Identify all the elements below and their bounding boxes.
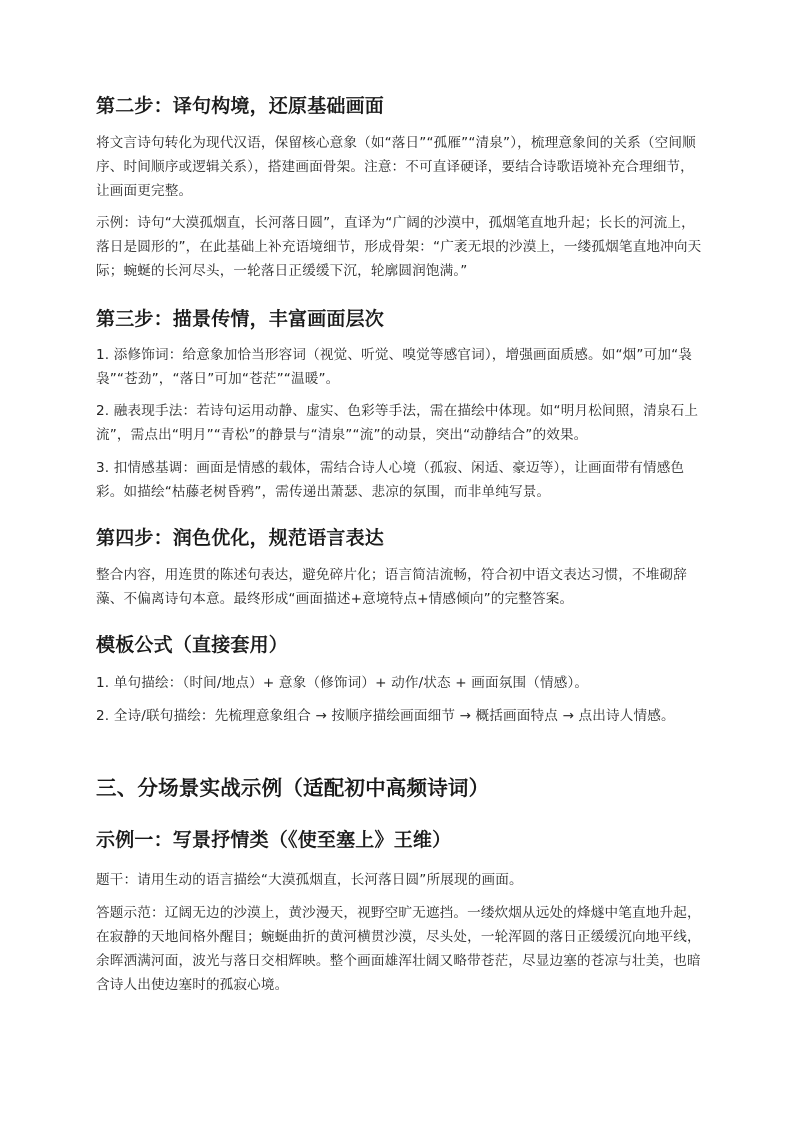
paragraph-step3-item1: 1. 添修饰词：给意象加恰当形容词（视觉、听觉、嗅觉等感官词），增强画面质感。如“烟”可加“袅袅”“苍劲”，“落日”可加“苍茫”“温暖”。	[96, 347, 693, 387]
section-heading-template: 模板公式（直接套用）	[96, 634, 289, 656]
paragraph-step4: 整合内容，用连贯的陈述句表达，避免碎片化；语言简洁流畅，符合初中语文表达习惯，不堆砌辞藻、不偏离诗句本意。最终形成“画面描述+意境特点+情感倾向”的完整答案。	[96, 567, 687, 607]
paragraph-step2-example: 示例：诗句“大漠孤烟直，长河落日圆”，直译为“广阔的沙漠中，孤烟笔直地升起；长长的河流上，落日是圆形的”，在此基础上补充语境细节，形成骨架：“广袤无垠的沙漠上，一缕孤烟笔直地冲向天际；蜿蜒的长河尽头，一轮落日正缓缓下沉，轮廓圆润饱满。”	[96, 215, 702, 279]
paragraph-step3-item2: 2. 融表现手法：若诗句运用动静、虚实、色彩等手法，需在描绘中体现。如“明月松间照，清泉石上流”，需点出“明月”“青松”的静景与“清泉”“流”的动景，突出“动静结合”的效果。	[96, 403, 699, 443]
part-heading-3: 三、分场景实战示例（适配初中高频诗词）	[96, 776, 490, 800]
paragraph-template-item1: 1. 单句描绘：（时间/地点）+ 意象（修饰词）+ 动作/状态 + 画面氛围（情感）。	[96, 675, 589, 691]
paragraph-step2-intro: 将文言诗句转化为现代汉语，保留核心意象（如“落日”“孤雁”“清泉”），梳理意象间的关系（空间顺序、时间顺序或逻辑关系），搭建画面骨架。注意：不可直译硬译，要结合诗歌语境补充合理细节，让画面更完整。	[96, 135, 696, 199]
section-heading-step4: 第四步：润色优化，规范语言表达	[96, 527, 385, 549]
paragraph-step3-item3: 3. 扣情感基调：画面是情感的载体，需结合诗人心境（孤寂、闲适、豪迈等），让画面带有情感色彩。如描绘“枯藤老树昏鸦”，需传递出萧瑟、悲凉的氛围，而非单纯写景。	[96, 460, 685, 500]
section-heading-step3: 第三步：描景传情，丰富画面层次	[96, 308, 385, 330]
paragraph-example1-question: 题干：请用生动的语言描绘“大漠孤烟直，长河落日圆”所展现的画面。	[96, 872, 523, 888]
paragraph-example1-answer: 答题示范：辽阔无边的沙漠上，黄沙漫天，视野空旷无遮挡。一缕炊烟从远处的烽燧中笔直地升起，在寂静的天地间格外醒目；蜿蜒曲折的黄河横贯沙漠，尽头处，一轮浑圆的落日正缓缓沉向地平线，余晖洒满河面，波光与落日交相辉映。整个画面雄浑壮阔又略带苍茫，尽显边塞的苍凉与壮美，也暗含诗人出使边塞时的孤寂心境。	[96, 905, 701, 993]
paragraph-template-item2: 2. 全诗/联句描绘：先梳理意象组合 → 按顺序描绘画面细节 → 概括画面特点 → 点出诗人情感。	[96, 708, 675, 724]
section-heading-step2: 第二步：译句构境，还原基础画面	[96, 95, 385, 117]
section-heading-example1: 示例一：写景抒情类（《使至塞上》王维）	[96, 829, 452, 851]
